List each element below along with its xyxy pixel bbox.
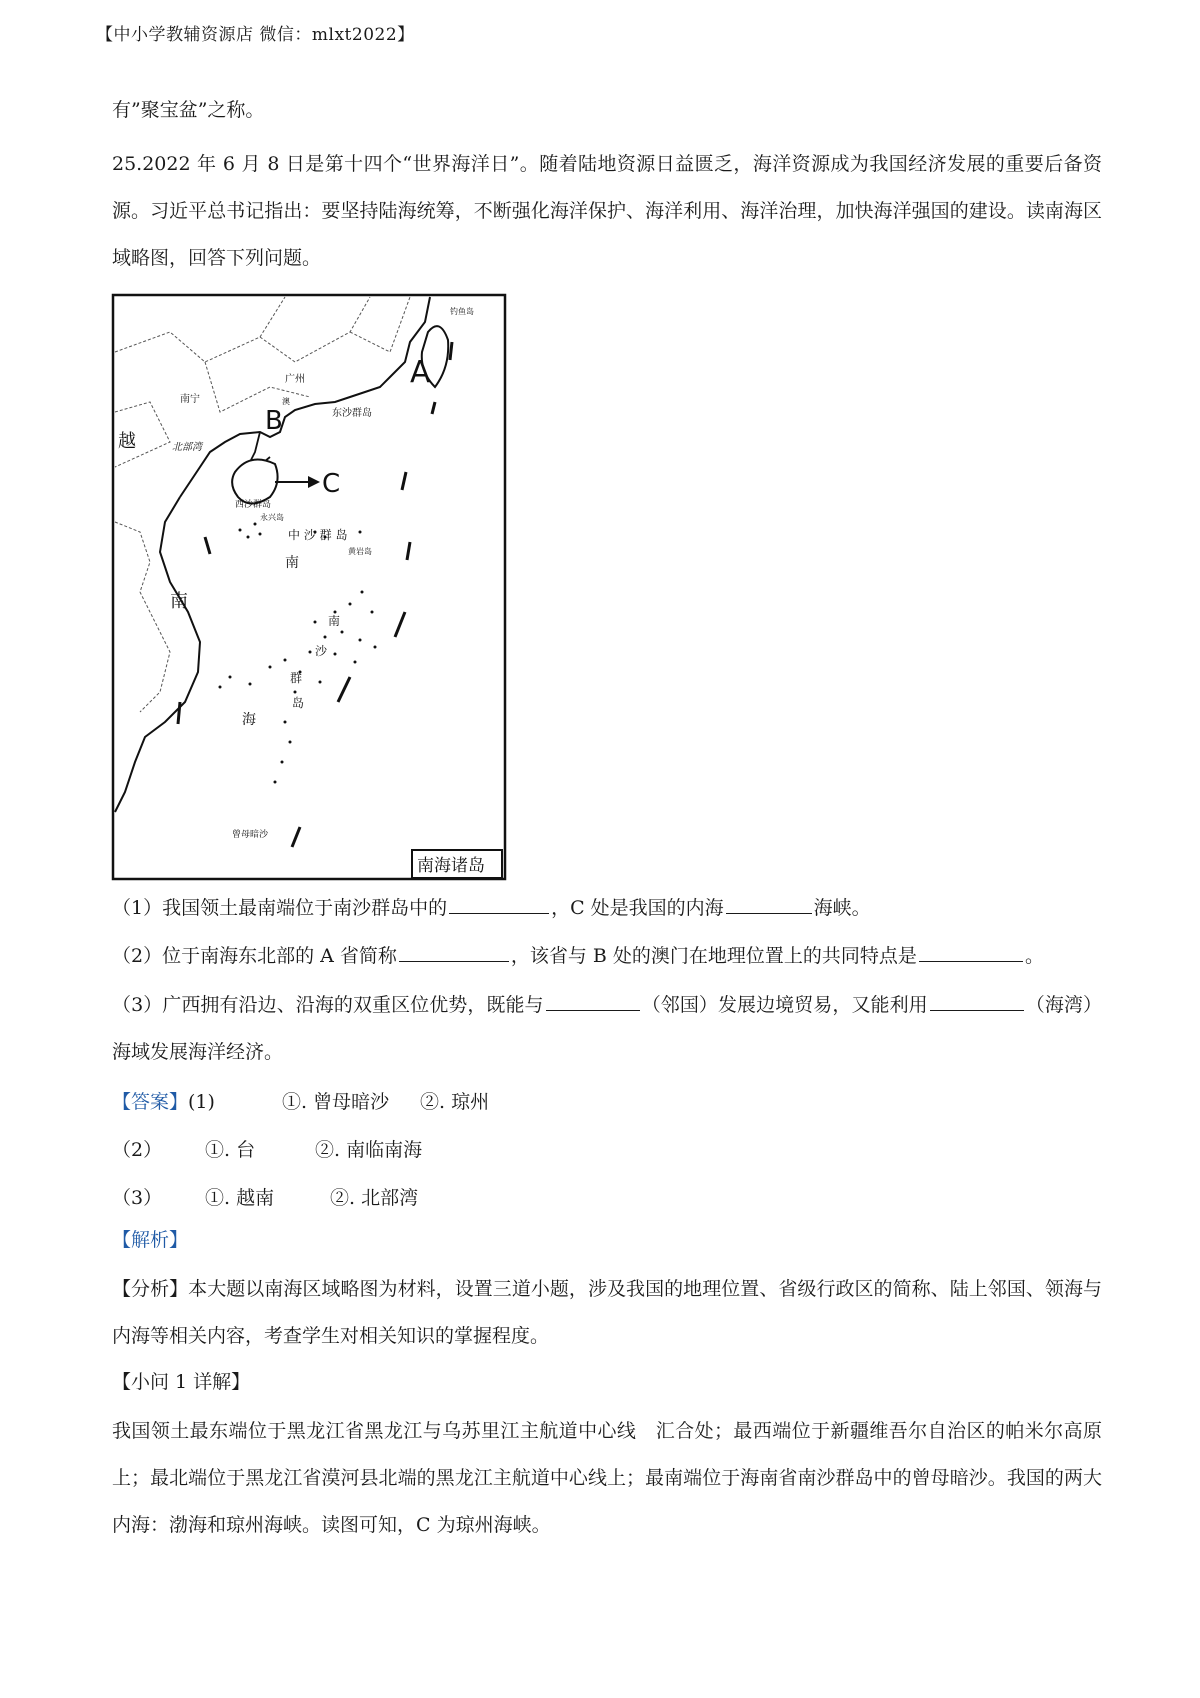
label-nansha-1: 南	[328, 614, 341, 628]
sub3-text-b: （邻国）发展边境贸易，又能利用	[641, 994, 928, 1016]
blank-2b[interactable]	[919, 943, 1023, 962]
label-nansha-3: 群	[290, 671, 303, 685]
sub-question-1	[112, 895, 871, 918]
label-nanning: 南宁	[180, 394, 200, 405]
answer-2a: ①. 台	[205, 1139, 256, 1161]
sub1-text-a: （1）我国领土最南端位于南沙群岛中的	[112, 897, 448, 919]
label-guangzhou: 广州	[285, 374, 305, 385]
answer-tag: 【答案】	[112, 1091, 189, 1113]
label-B: B	[265, 406, 283, 436]
answer-row-1	[112, 1087, 215, 1114]
label-yongxing: 永兴岛	[260, 513, 284, 522]
label-nansha-4: 岛	[292, 696, 305, 710]
answer-2-num: （2）	[112, 1139, 163, 1161]
label-nansha-2: 沙	[315, 644, 328, 658]
analysis-xiaowen-heading: 【小问 1 详解】	[112, 1371, 251, 1393]
blank-3b[interactable]	[930, 992, 1024, 1011]
island-mark	[450, 342, 452, 360]
answer-1b: ②. 琼州	[420, 1091, 490, 1113]
analysis-tag: 【解析】	[112, 1229, 189, 1251]
blank-1a[interactable]	[449, 895, 549, 914]
sub2-text-b: ，该省与 B 处的澳门在地理位置上的共同特点是	[510, 945, 917, 967]
answer-1-num: (1)	[188, 1091, 215, 1113]
blank-2a[interactable]	[399, 943, 509, 962]
label-huangyan: 黄岩岛	[348, 547, 372, 556]
label-diaoyudao: 钓鱼岛	[450, 307, 474, 316]
answer-1a: ①. 曾母暗沙	[282, 1091, 390, 1113]
label-hai: 海	[242, 712, 256, 728]
sub2-text-a: （2）位于南海东北部的 A 省简称	[112, 945, 397, 967]
label-beibuwan: 北部湾	[172, 442, 202, 453]
answer-3b: ②. 北部湾	[330, 1187, 419, 1209]
question-25-stem	[112, 141, 1102, 282]
sub-question-2	[112, 943, 1044, 966]
label-yue: 越	[118, 431, 136, 452]
sub2-text-c: 。	[1024, 945, 1044, 967]
south-china-sea-map	[110, 292, 508, 882]
sub-question-3	[112, 982, 1102, 1076]
question-stem-text: 2022 年 6 月 8 日是第十四个“世界海洋日”。随着陆地资源日益匮乏，海洋资源成为我国经济发展的重要后备资源。习近平总书记指出：要坚持陆海统筹，不断强化海洋保护、海洋利用、海洋治理，加快海洋强国的建设。读南海区域略图，回答下列问题。	[112, 153, 1102, 269]
inset-label: 南海诸岛	[417, 856, 485, 876]
blank-3a[interactable]	[546, 992, 640, 1011]
label-nan-sea: 南	[285, 555, 299, 571]
question-number: 25.	[112, 153, 143, 175]
analysis-fenxi: 【分析】本大题以南海区域略图为材料，设置三道小题，涉及我国的地理位置、省级行政区的简称、陆上邻国、领海与内海等相关内容，考查学生对相关知识的掌握程度。	[112, 1278, 1102, 1347]
answer-2b: ②. 南临南海	[315, 1139, 423, 1161]
label-xisha: 西沙群岛	[235, 500, 272, 510]
header-watermark: 【中小学教辅资源店 微信：mlxt2022】	[96, 25, 415, 45]
label-dongsha: 东沙群岛	[332, 408, 372, 419]
island-mark	[178, 702, 180, 724]
label-zhongsha: 中 沙 群 岛	[288, 528, 348, 542]
blank-1b[interactable]	[726, 895, 812, 914]
map-frame	[113, 295, 505, 879]
label-nan-vietnam: 南	[170, 591, 188, 612]
sub1-text-c: 海峡。	[813, 897, 871, 919]
label-A: A	[410, 355, 431, 390]
answer-3-num: （3）	[112, 1187, 163, 1209]
sub1-text-b: ，C 处是我国的内海	[551, 897, 724, 919]
hainan-island	[232, 460, 277, 504]
label-C: C	[322, 469, 341, 499]
answer-3a: ①. 越南	[205, 1187, 275, 1209]
paragraph-continuation: 有”聚宝盆”之称。	[112, 99, 265, 121]
label-zengmu: 曾母暗沙	[232, 830, 269, 840]
label-aomen: 澳	[282, 397, 290, 406]
map-svg	[110, 292, 508, 882]
analysis-detail: 我国领土最东端位于黑龙江省黑龙江与乌苏里江主航道中心线 汇合处；最西端位于新疆维吾尔自治区的帕米尔高原上；最北端位于黑龙江省漠河县北端的黑龙江主航道中心线上；最南端位于海南省南沙群岛中的曾母暗沙。我国的两大内海：渤海和琼州海峡。读图可知，C 为琼州海峡。	[112, 1420, 1102, 1536]
sub3-text-c: （海湾）海域发展海洋经济。	[112, 994, 1102, 1063]
sub3-text-a: （3）广西拥有沿边、沿海的双重区位优势，既能与	[112, 994, 544, 1016]
